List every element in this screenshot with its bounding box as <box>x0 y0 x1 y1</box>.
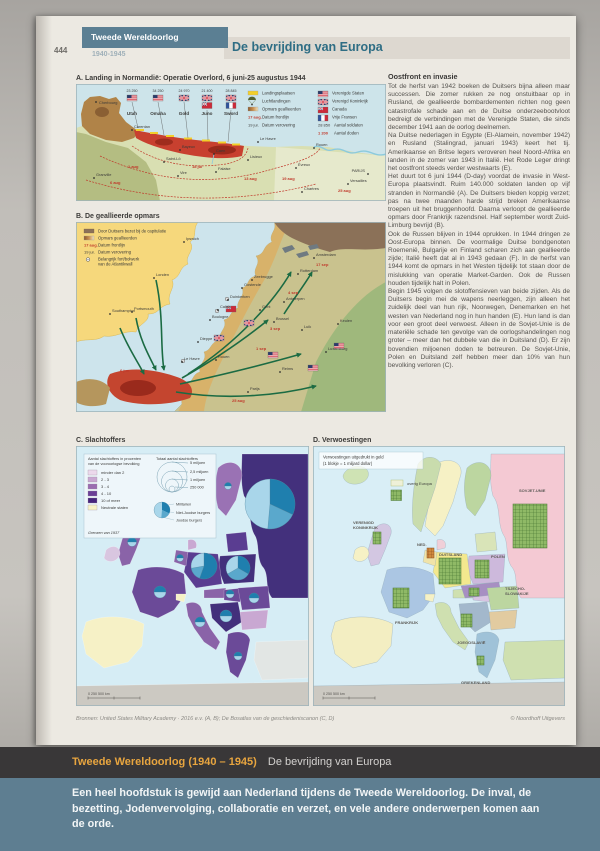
city-label: Évreux <box>298 162 311 167</box>
city-label: Caen <box>216 148 226 153</box>
city-label: Antwerpen <box>286 296 305 301</box>
article-paragraph: Na Duitse nederlagen in Egypte (El-Alamein, november 1942) en Rusland (Stalingrad, januari 1943) keert het tij. Amerikaanse en Britse legers veroveren heel Noord-Afrika en landen in de zomer van 1943 in Italië. Het Rode Leger dringt het oostfront steeds verder westwaarts (E). <box>388 132 570 173</box>
country-label: FRANKRIJK <box>395 620 419 625</box>
city-label: Rouen <box>316 142 328 147</box>
map-b-advance <box>76 222 386 412</box>
city-label: Brussel <box>276 316 289 321</box>
us-flag-icon <box>318 91 328 97</box>
city-label: Chartres <box>304 186 319 191</box>
legend-label: Datum frontlijn <box>98 242 125 248</box>
map-c-casualties <box>76 446 309 706</box>
article-paragraph: Ook de Russen blijven in 1944 oprukken. In 1944 dringen ze Oost-Europa binnen. De voormalige Duitse bondgenoten Roemenië, Bulgarije en Finland scharen zich aan geallieerde zijde; Italië heeft dat al in 1943 gedaan (F). In de herfst van 1944 komt de opmars in het Westen tijdelijk tot staan door de mislukking van operatie Market-Garden. Ook de Russen houden tijdelijk halt in Polen. <box>388 230 570 287</box>
beach-soldiers: 28 845 <box>225 89 237 93</box>
city-label: Duinkerken <box>230 294 250 299</box>
class-label: 3 - 4 <box>101 484 110 489</box>
normandy-core <box>120 380 156 396</box>
date-label: 17 sep <box>316 262 329 267</box>
beach-soldiers: 23 250 <box>126 89 138 93</box>
beach-name: Utah <box>126 111 138 116</box>
city-label: Carentan <box>134 124 151 129</box>
chapter-years: 1940-1945 <box>92 51 126 58</box>
city-label: Lisieux <box>250 154 263 159</box>
circle-label: 250 000 <box>190 485 204 490</box>
class-label: 2 - 3 <box>101 477 110 482</box>
pie-label: Militairen <box>176 502 192 507</box>
date-label: 3 sep <box>270 326 281 331</box>
city-label: Le Havre <box>260 136 276 141</box>
map-a-title: A. Landing in Normandië: Operatie Overlord, 6 juni-25 augustus 1944 <box>76 75 306 82</box>
legend-sample: 17 aug. <box>248 114 262 120</box>
city-label: Rotterdam <box>300 268 319 273</box>
legend-label: Vrije Fransen <box>332 114 357 120</box>
class-label: minder dan 2 <box>101 470 125 475</box>
city-label: Luxemburg <box>328 346 348 351</box>
legend-label: Opmars geallieerden <box>98 235 137 241</box>
city-label: Amsterdam <box>316 252 336 257</box>
city-label: Rouen <box>218 354 230 359</box>
canada-flag-icon <box>202 103 212 109</box>
city-label: Keulen <box>340 318 353 323</box>
other-europe-label: overig Europa <box>407 481 432 486</box>
legend-label: Door Duitsers bezet bij de capitulatie <box>98 228 167 234</box>
beach-name: Sword <box>223 111 239 116</box>
fort-icon <box>88 259 89 260</box>
legend-label: Belangrijk fort/bolwerk <box>98 256 140 262</box>
class-label: 4 - 10 <box>101 491 112 496</box>
circle-label: 2,5 miljoen <box>190 470 209 474</box>
us-flag-icon <box>153 95 163 101</box>
country-label: TSJECHO- <box>505 586 526 591</box>
city-label: Bayeux <box>182 144 195 149</box>
date-label: 18 jul <box>192 164 203 169</box>
country-label: SLOWAKIJE <box>505 591 529 596</box>
article-paragraph: Het duurt tot 6 juni 1944 (D-day) voordat de invasie in West-Europa plaatsvindt. Ruim 140.000 soldaten landen op vijf stranden in Normandië (A). De Duitsers bieden koppig verzet; pas na twee maanden harde strijd breken Amerikaanse troepen uit het bruggenhoofd. Daarna verloopt de geallieerde opmars door Frankrijk razendsnel. Half september wordt Zuid-Limburg bevrijd (B). <box>388 173 570 230</box>
beach-name: Gold <box>178 111 190 116</box>
sources-note: Bronnen: United States Military Academy · 2016 e.v. (A, B); De Bosatlas van de geschiedeniscanon (C, D) <box>76 716 335 722</box>
book-page <box>36 16 576 745</box>
legend-sample: 19 jul. <box>84 249 95 255</box>
page-title: De bevrijding van Europa <box>232 40 383 54</box>
city-label: Zeebrugge <box>254 274 273 279</box>
legend-label: Luchtlandingen <box>262 98 291 104</box>
legend-label: Verenigd Koninkrijk <box>332 98 368 104</box>
city-label: PARIJS <box>351 168 365 173</box>
footer-page-title: De bevrijding van Europa <box>267 756 392 768</box>
city-label: Portsmouth <box>134 306 154 311</box>
city-label: Ipswich <box>186 236 199 241</box>
legend-label: Datum verovering <box>262 122 296 128</box>
class-label: Neutrale staten <box>101 505 129 510</box>
us-flag-icon <box>268 352 278 358</box>
city-label: Parijs <box>250 386 260 391</box>
beach-soldiers: 34 250 <box>152 89 164 93</box>
date-label: 1 aug <box>128 164 139 169</box>
date-label: 25 aug <box>338 188 351 193</box>
map-b-title: B. De geallieerde opmars <box>76 213 160 220</box>
france-flag-icon <box>318 115 328 121</box>
legend-box <box>84 454 216 538</box>
city-label: Dieppe <box>200 336 213 341</box>
advance-swatch <box>248 107 258 111</box>
city-label: Cherbourg <box>99 100 118 105</box>
country-label: DUITSLAND <box>439 552 463 557</box>
legend-sample: 28 850 <box>318 122 331 128</box>
legend-label: Datum verovering <box>98 249 132 255</box>
city-label: Boulogne <box>212 314 229 319</box>
legend-label: Aantal doden <box>334 130 359 136</box>
date-label: 19 aug <box>282 176 295 181</box>
legend-title: Aantal slachtoffers in procenten <box>88 457 142 461</box>
legend-label: Canada <box>332 106 347 112</box>
beach-name: Omaha <box>150 111 166 116</box>
borders-note: Grenzen van 1937 <box>88 531 120 535</box>
legend-sample: 17 aug. <box>84 242 98 248</box>
france-flag-icon <box>226 103 236 109</box>
pie-label: Joodse burgers <box>176 518 203 523</box>
city-label: Reims <box>282 366 294 371</box>
legend-label: Verenigde Staten <box>332 90 365 96</box>
page-number: 444 <box>54 46 68 55</box>
occupied-swatch <box>84 229 94 233</box>
date-label: 6 jun <box>120 368 130 373</box>
city-label: Falaise <box>218 166 231 171</box>
date-label: 13 aug <box>244 176 257 181</box>
map-d-destruction <box>313 446 565 706</box>
country-label: NED. <box>417 542 427 547</box>
uk-flag-icon <box>214 335 224 341</box>
legend-line: (1 blokje = 1 miljard dollar) <box>323 461 373 466</box>
uk-flag-icon <box>226 95 236 101</box>
scale-text: 0 250 500 km <box>88 692 110 696</box>
country-label: POLEN <box>491 554 505 559</box>
uk-flag-icon <box>202 95 212 101</box>
city-label: Gent <box>262 304 271 309</box>
beach-soldiers: 24 970 <box>178 89 190 93</box>
legend-label: Datum frontlijn <box>262 114 289 120</box>
uk-flag-icon <box>179 95 189 101</box>
class-label: 10 of meer <box>101 498 121 503</box>
legend-label: Aantal soldaten <box>334 122 363 128</box>
heavy-fighting-zone <box>155 139 173 146</box>
legend-title: van de vooroorlogse bevolking <box>88 462 140 466</box>
uk-flag-icon <box>244 320 254 326</box>
pie-label: Niet-Joodse burgers <box>176 511 211 515</box>
east-region <box>274 147 386 201</box>
beach-name: Juno <box>201 111 213 116</box>
chapter-tab[interactable]: Tweede Wereldoorlog <box>82 27 228 48</box>
date-label: 25 aug <box>232 398 245 403</box>
publisher-note: © Noordhoff Uitgevers <box>510 716 565 722</box>
landing-swatch <box>248 91 258 95</box>
block-sample <box>391 490 402 501</box>
footer-series-title: Tweede Wereldoorlog (1940 – 1945) <box>72 756 257 768</box>
country-label: SOVJET-UNIE <box>519 488 546 493</box>
city-label: Southampton <box>112 308 136 313</box>
date-label: 4 sep <box>288 290 299 295</box>
city-label: Luik <box>304 324 312 329</box>
promo-panel <box>0 778 600 851</box>
country-label: KONINKRIJK <box>353 525 378 530</box>
circle-label: 5 miljoen <box>190 461 206 465</box>
legend-label: Opmars geallieerden <box>262 106 301 112</box>
legend-sample: 1 200 <box>318 130 329 136</box>
us-flag-icon <box>308 365 318 371</box>
city-label: Versailles <box>350 178 367 183</box>
promo-text: Een heel hoofdstuk is gewijd aan Nederland tijdens de Tweede Wereldoorlog. De inval, de bezetting, Jodenvervolging, collaboratie en verzet, en vele andere onderwerpen komen aan de orde. <box>72 787 540 830</box>
city-label: Vire <box>180 170 187 175</box>
article-paragraph: Tot de herfst van 1942 boeken de Duitsers bijna alleen maar successen. Die zomer rukken ze nog onstuitbaar op in Rusland, de geallieerde bombardementen richten nog geen catastrofale schade aan en de Duitse onderzeebootvloot bedreigt de verbindingen met de Verenigde Staten, die sinds december 1941 aan de oorlog deelnemen. <box>388 83 570 132</box>
parachute-icon <box>251 104 253 106</box>
article-heading: Oostfront en invasie <box>388 72 458 81</box>
city-label: Saint-Lô <box>166 156 181 161</box>
city-label: Oostende <box>244 282 261 287</box>
country-label: JOEGOSLAVIË <box>457 640 486 645</box>
canada-flag-icon <box>318 107 328 113</box>
country-label: GRIEKENLAND <box>461 680 491 685</box>
other-europe-swatch <box>391 480 403 486</box>
city-label: Le Havre <box>184 356 200 361</box>
legend-line: Verwoestingen uitgedrukt in geld <box>323 454 384 460</box>
legend-label: Landingsplaatsen <box>262 90 295 96</box>
circle-label: 1 miljoen <box>190 478 206 482</box>
circles-title: Totaal aantal slachtoffers <box>156 457 198 461</box>
caption-row <box>76 716 565 722</box>
uk-flag-icon <box>318 99 328 105</box>
us-flag-icon <box>127 95 137 101</box>
map-c-legend <box>84 454 216 538</box>
city-label: Londen <box>156 272 169 277</box>
article-column <box>388 72 570 370</box>
map-d-title: D. Verwoestingen <box>313 437 372 444</box>
legend-label: van de Atlantikwall <box>98 261 133 267</box>
advance-swatch <box>84 236 94 240</box>
article-paragraph: Begin 1945 volgen de slotoffensieven van beide zijden. Als de Duitsers begin mei de wapens neerleggen, zijn alleen het zuidelijk deel van hun rijk, Noorwegen, Denemarken en het westen van Nederland nog in hun handen (E). Hun land is dan voor een groot deel verwoest. Alleen in de Sovjet-Unie is de materiële schade ten gevolge van de oorlogshandelingen nog groter – meer dan het dubbele van die in Duitsland (D). Er zijn bovendien miljoenen doden te betreuren. De Sovjet-Unie, Polen en Duitsland zelf hebben meer dan 10% van hun bevolking verloren (C). <box>388 288 570 369</box>
map-c-title: C. Slachtoffers <box>76 437 126 444</box>
city-label: Granville <box>96 172 112 177</box>
map-a-normandy <box>76 84 386 201</box>
airborne-zone <box>95 107 109 117</box>
date-label: 1 sep <box>256 346 267 351</box>
footer-bar <box>0 747 600 778</box>
beach-soldiers: 21 400 <box>201 89 213 93</box>
scale-text: 0 250 500 km <box>323 692 345 696</box>
date-label: 6 aug <box>110 180 121 185</box>
country-label: VERENIGD <box>353 520 374 525</box>
legend-sample: 19 jul. <box>248 122 259 128</box>
city-label: Calais <box>220 304 231 309</box>
